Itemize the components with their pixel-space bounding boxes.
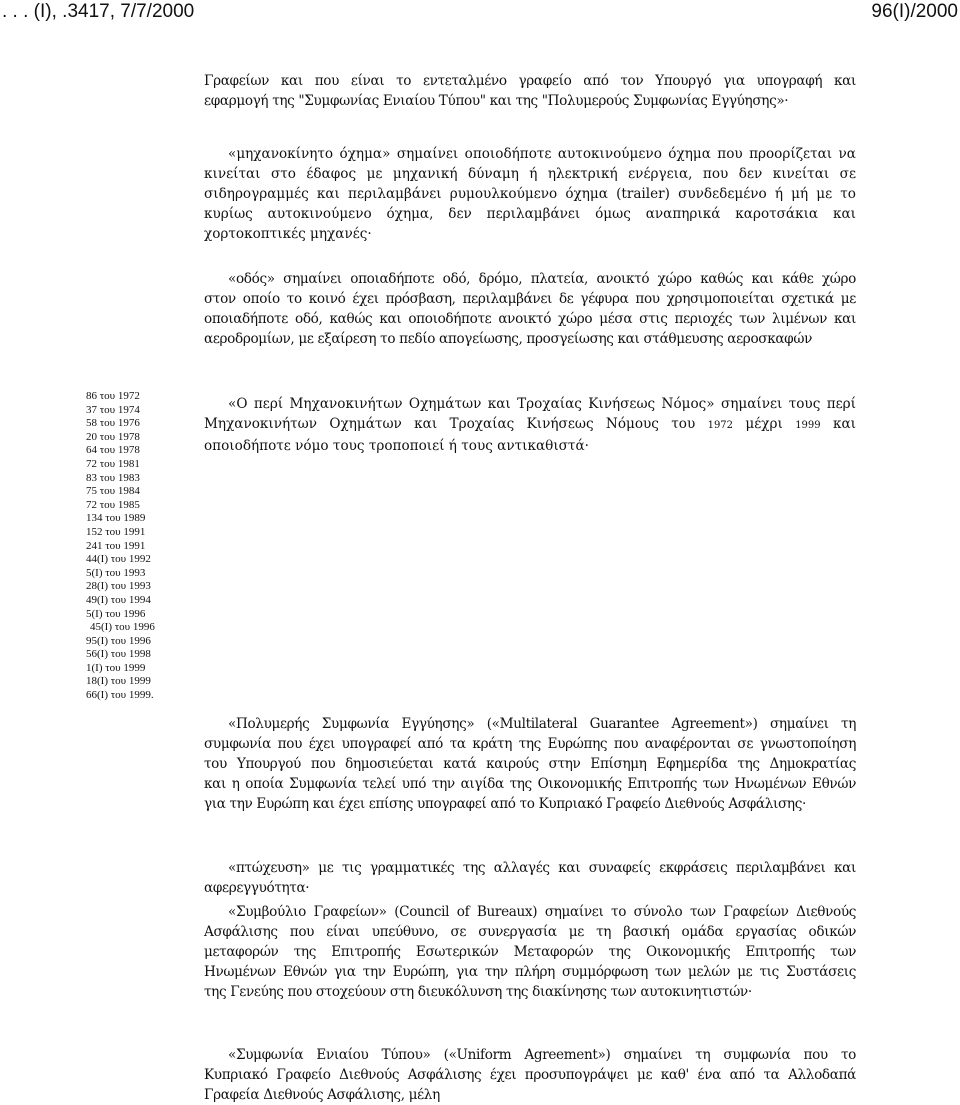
text-line: Ηνωμένων Εθνών για την Ευρώπη, για την πλήρη συμμόρφωση των μελών με τις Συστάσεις <box>204 964 856 980</box>
text-line: Ασφάλισης που είναι υπεύθυνο, σε συνεργασία με τη βασική ομάδα εργασίας οδικών <box>204 924 856 940</box>
margin-note: 18(Ι) του 1999 <box>86 675 151 688</box>
margin-note: 5(Ι) του 1993 <box>86 566 146 579</box>
margin-note: 58 του 1976 <box>86 417 140 430</box>
text-line: για την Ευρώπη και έχει επίσης υπογραφεί από το Κυπριακό Γραφείο Διεθνούς Ασφάλισης· <box>204 796 806 812</box>
text-line <box>204 414 856 436</box>
margin-note: 95(Ι) του 1996 <box>86 634 151 647</box>
margin-note: 134 του 1989 <box>86 512 146 525</box>
text-line: «μηχανοκίνητο όχημα» σημαίνει οποιοδήποτε αυτοκινούμενο όχημα που προορίζεται να <box>228 146 856 162</box>
text-line: «πτώχευση» με τις γραμματικές της αλλαγές και συναφείς εκφράσεις περιλαμβάνει και <box>228 860 856 876</box>
margin-note: 5(Ι) του 1996 <box>86 607 146 620</box>
margin-note: 44(Ι) του 1992 <box>86 553 151 566</box>
text-line: χορτοκοπτικές μηχανές· <box>204 226 372 242</box>
definition-council-of-bureaux <box>204 902 856 1002</box>
text-line: κινείται στο έδαφος με μηχανική δύναμη ή ηλεκτρική ενέργεια, που δεν κινείται σε <box>204 166 856 182</box>
margin-note: 28(Ι) του 1993 <box>86 580 151 593</box>
text-line: Γραφεία Διεθνούς Ασφάλισης, μέλη <box>204 1087 440 1103</box>
text-line: «Πολυμερής Συμφωνία Εγγύησης» («Multilateral Guarantee Agreement») σημαίνει τη <box>228 716 856 732</box>
margin-note: 86 του 1972 <box>86 390 140 402</box>
margin-note: 72 του 1985 <box>86 498 140 511</box>
margin-note: 152 του 1991 <box>86 525 146 538</box>
text-line: «οδός» σημαίνει οποιαδήποτε οδό, δρόμο, πλατεία, ανοικτό χώρο καθώς και κάθε χώρο <box>228 271 856 287</box>
definition-uniform-agreement <box>204 1045 856 1105</box>
text-line: μεταφορών της Επιτροπής Εσωτερικών Μεταφορών της Οικονομικής Επιτροπής των <box>204 944 856 960</box>
margin-note: 49(Ι) του 1994 <box>86 593 151 606</box>
text-segment: Μηχανοκινήτων Οχημάτων και Τροχαίας Κινήσεως Νόμους του <box>204 416 708 432</box>
margin-note: 56(Ι) του 1998 <box>86 648 151 661</box>
definition-motor-vehicles-law <box>204 394 856 456</box>
text-line: Γραφείων και που είναι το εντεταλμένο γραφείο από τον Υπουργό για υπογραφή και <box>204 73 856 89</box>
margin-note: 83 του 1983 <box>86 471 140 484</box>
text-line: οποιοδήποτε νόμο τους τροποποιεί ή τους αντικαθιστά· <box>204 438 589 454</box>
text-segment: μέχρι <box>733 416 796 432</box>
text-line: «Ο περί Μηχανοκινήτων Οχημάτων και Τροχαίας Κινήσεως Νόμος» σημαίνει τους περί <box>228 396 856 412</box>
text-line: «Συμβούλιο Γραφείων» (Council of Bureaux) σημαίνει το σύνολο των Γραφείων Διεθνούς <box>228 904 856 920</box>
text-line: Κυπριακό Γραφείο Διεθνούς Ασφάλισης έχει προσυπογράψει με καθ' ένα από τα Αλλοδαπά <box>204 1067 856 1083</box>
year-1972: 1972 <box>707 420 734 431</box>
margin-note: 66(Ι) του 1999. <box>86 689 154 702</box>
margin-note: 75 του 1984 <box>86 485 140 498</box>
definition-multilateral-guarantee-agreement <box>204 714 856 814</box>
paragraph-bureaux-continuation <box>204 71 856 111</box>
text-segment: και <box>820 416 857 432</box>
definition-motor-vehicle <box>204 144 856 244</box>
definition-bankruptcy <box>204 858 856 898</box>
text-line: συμφωνία που έχει υπογραφεί από τα κράτη της Ευρώπης που αναφέρονται σε γνωστοποίηση <box>204 736 856 752</box>
margin-note: 20 του 1978 <box>86 430 140 443</box>
text-line: αφερεγγυότητα· <box>204 880 310 896</box>
text-line: εφαρμογή της "Συμφωνίας Ενιαίου Τύπου" και της "Πολυμερούς Συμφωνίας Εγγύησης»· <box>204 93 789 109</box>
margin-notes-law-list <box>86 390 198 703</box>
margin-note: 72 του 1981 <box>86 457 140 470</box>
text-line: στον οποίο το κοινό έχει πρόσβαση, περιλαμβάνει δε γέφυρα που χρησιμοποιείται σχετικά με <box>204 291 856 307</box>
margin-note: 45(Ι) του 1996 <box>90 621 155 634</box>
year-1999: 1999 <box>795 420 821 431</box>
page-header-reference: . . . (Ι), .3417, 7/7/2000 <box>2 1 195 22</box>
text-line: «Συμφωνία Ενιαίου Τύπου» («Uniform Agreement») σημαίνει τη συμφωνία που το <box>228 1047 856 1063</box>
text-line: της Γενεύης που στοχεύουν στη διευκόλυνση της διακίνησης των αυτοκινητιστών· <box>204 984 752 1000</box>
margin-note: 64 του 1978 <box>86 444 140 457</box>
text-line: αεροδρομίων, με εξαίρεση το πεδίο απογείωσης, προσγείωσης και στάθμευσης αεροσκαφών <box>204 331 812 347</box>
text-line: οποιαδήποτε οδό, καθώς και οποιοδήποτε ανοικτό χώρο μέσα στις περιοχές των λιμένων και <box>204 311 856 327</box>
text-line: σιδηρογραμμές και περιλαμβάνει ρυμουλκούμενο όχημα (trailer) συνδεδεμένο ή μή με το <box>204 186 856 202</box>
margin-note: 1(Ι) του 1999 <box>86 661 146 674</box>
text-line: κυρίως αυτοκινούμενο όχημα, δεν περιλαμβάνει όμως αναπηρικά καροτσάκια και <box>204 206 856 222</box>
margin-note: 241 του 1991 <box>86 539 146 552</box>
law-number: 96(Ι)/2000 <box>871 1 958 22</box>
margin-note: 37 του 1974 <box>86 403 140 416</box>
definition-road <box>204 269 856 349</box>
text-line: του Υπουργού που δημοσιεύεται κατά καιρούς στην Επίσημη Εφημερίδα της Δημοκρατίας <box>204 756 856 772</box>
text-line: και η οποία Συμφωνία τελεί υπό την αιγίδα της Οικονομικής Επιτροπής των Ηνωμένων Εθνών <box>204 776 856 792</box>
